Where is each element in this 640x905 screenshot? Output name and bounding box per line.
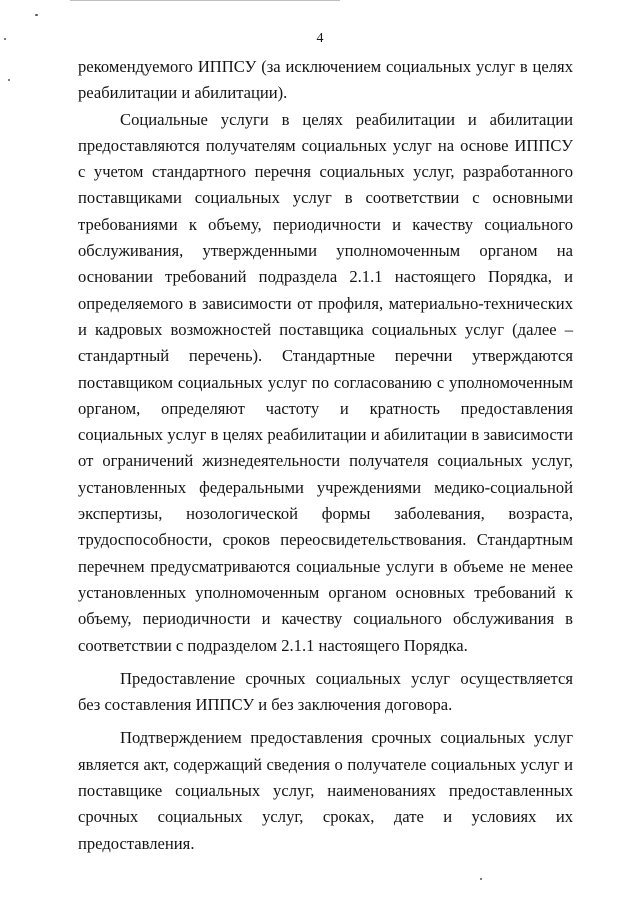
scan-speck	[8, 79, 10, 81]
scan-edge-line	[70, 0, 340, 1]
page-number: 4	[316, 31, 324, 46]
paragraph-confirmation-act: Подтверждением предоставления срочных социальных услуг является акт, содержащий сведения о получателе социальных услуг и поставщике социальных услуг, наименованиях предоставленных срочных социальных услуг, сроках, дате и условиях их предоставления.	[78, 728, 573, 853]
scan-speck	[480, 878, 482, 880]
paragraph-urgent-services: Предоставление срочных социальных услуг осуществляется без составления ИППСУ и без заключения договора.	[78, 668, 573, 715]
scan-speck	[35, 14, 38, 16]
document-body	[78, 54, 573, 857]
paragraph-rehabilitation-services: Социальные услуги в целях реабилитации и абилитации предоставляются получателям социальных услуг на основе ИППСУ с учетом стандартного перечня социальных услуг, разработанного поставщиками социальных услуг в соответствии с основными требованиями к объему, периодичности и качеству социального обслуживания, утвержденными уполномоченным органом на основании требований подраздела 2.1.1 настоящего Порядка, и определяемого в зависимости от профиля, материально-технических и кадровых возможностей поставщика социальных услуг (далее – стандартный перечень). Стандартные перечни утверждаются поставщиком социальных услуг по согласованию с уполномоченным органом, определяют частоту и кратность предоставления социальных услуг в целях реабилитации и абилитации в зависимости от ограничений жизнедеятельности получателя социальных услуг, установленных федеральными учреждениями медико-социальной экспертизы, нозологической формы заболевания, возраста, трудоспособности, сроков переосвидетельствования. Стандартным перечнем предусматриваются социальные услуги в объеме не менее установленных уполномоченным органом основных требований к объему, периодичности и качеству социального обслуживания в соответствии с подразделом 2.1.1 настоящего Порядка.	[78, 109, 573, 655]
paragraph-continuation: рекомендуемого ИППСУ (за исключением социальных услуг в целях реабилитации и абилитации).	[78, 57, 573, 103]
